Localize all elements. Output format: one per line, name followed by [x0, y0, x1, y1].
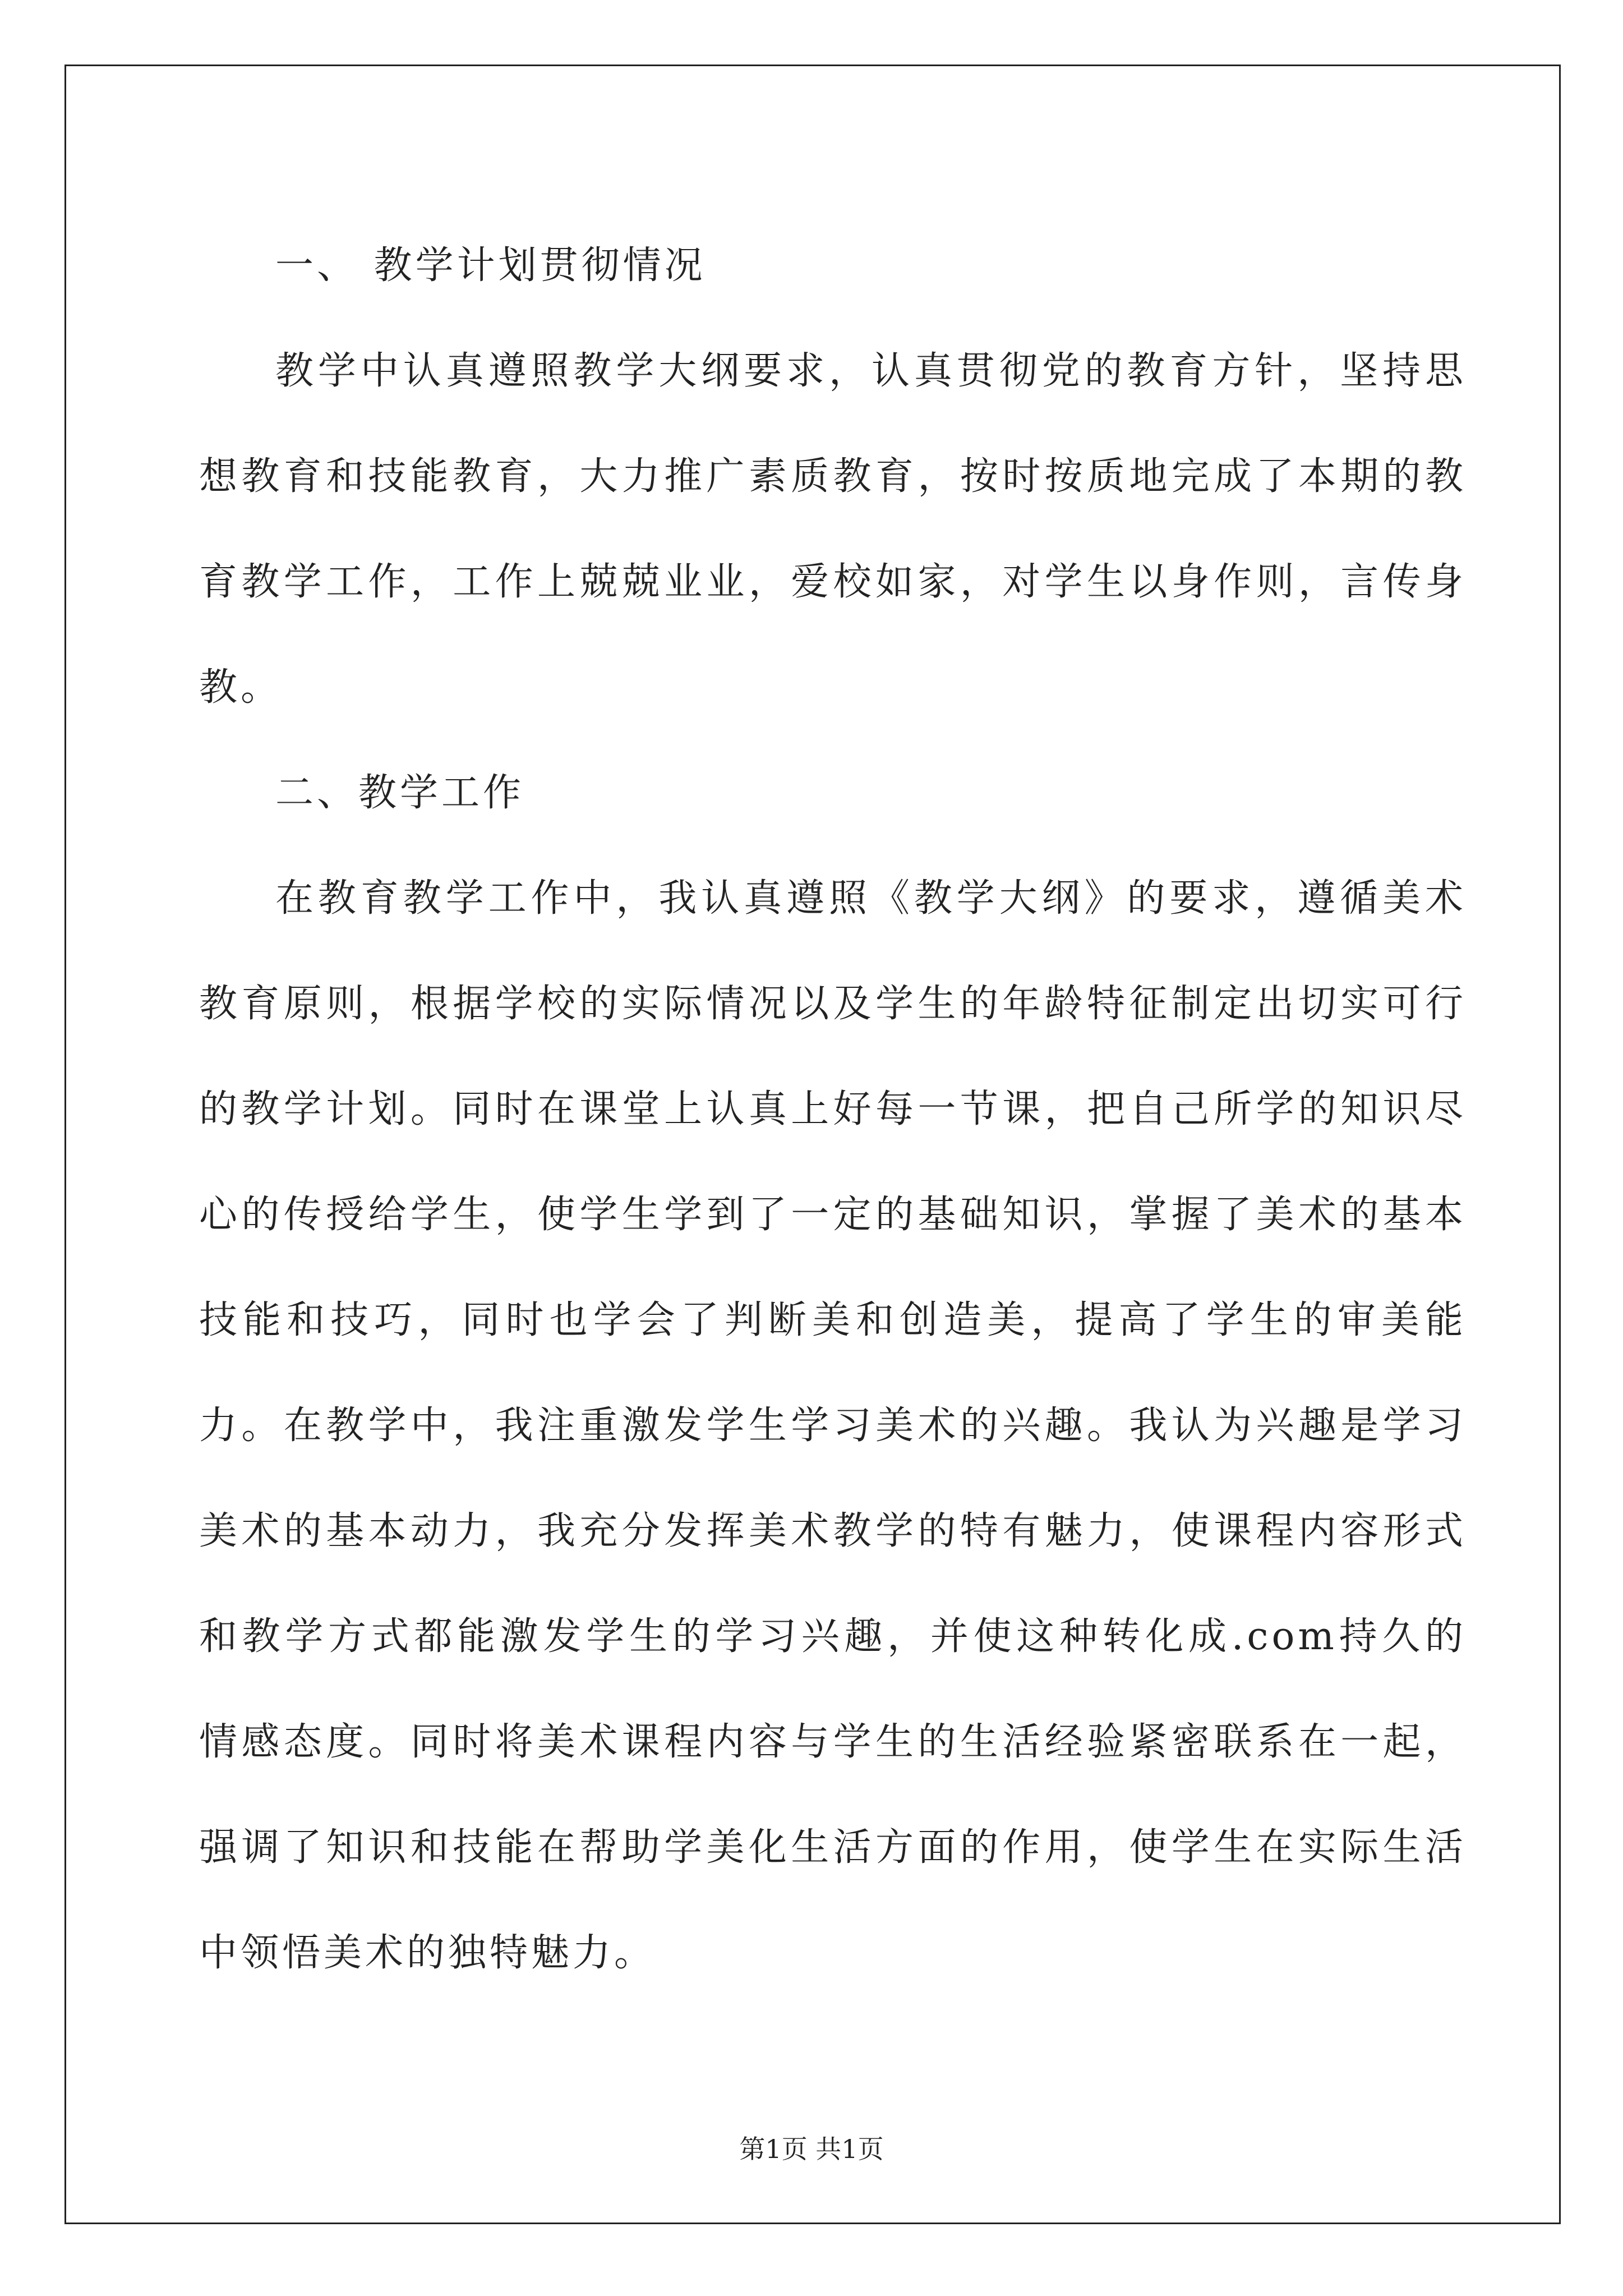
- page-footer: 第1页 共1页: [739, 2134, 884, 2164]
- section-heading-1: 一、 教学计划贯彻情况: [275, 243, 706, 288]
- paragraph-2: 在教育教学工作中，我认真遵照《教学大纲》的要求，遵循美术教育原则，根据学校的实际情况以及学生的年龄特征制定出切实可行的教学计划。同时在课堂上认真上好每一节课，把自己所学的知识尽心的传授给学生，使学生学到了一定的基础知识，掌握了美术的基本技能和技巧，同时也学会了判断美和创造美，提高了学生的审美能力。在教学中，我注重激发学生学习美术的兴趣。我认为兴趣是学习美术的基本动力，我充分发挥美术教学的特有魅力，使课程内容形式和教学方式都能激发学生的学习兴趣，并使这种转化成.com持久的情感态度。同时将美术课程内容与学生的生活经验紧密联系在一起，强调了知识和技能在帮助学美化生活方面的作用，使学生在实际生活中领悟美术的独特魅力。: [199, 876, 1467, 1975]
- document-body: [199, 213, 1467, 2006]
- paragraph-1: 教学中认真遵照教学大纲要求，认真贯彻党的教育方针，坚持思想教育和技能教育，大力推广素质教育，按时按质地完成了本期的教育教学工作，工作上兢兢业业，爱校如家，对学生以身作则，言传身教。: [199, 349, 1467, 710]
- section-heading-2: 二、教学工作: [275, 771, 525, 815]
